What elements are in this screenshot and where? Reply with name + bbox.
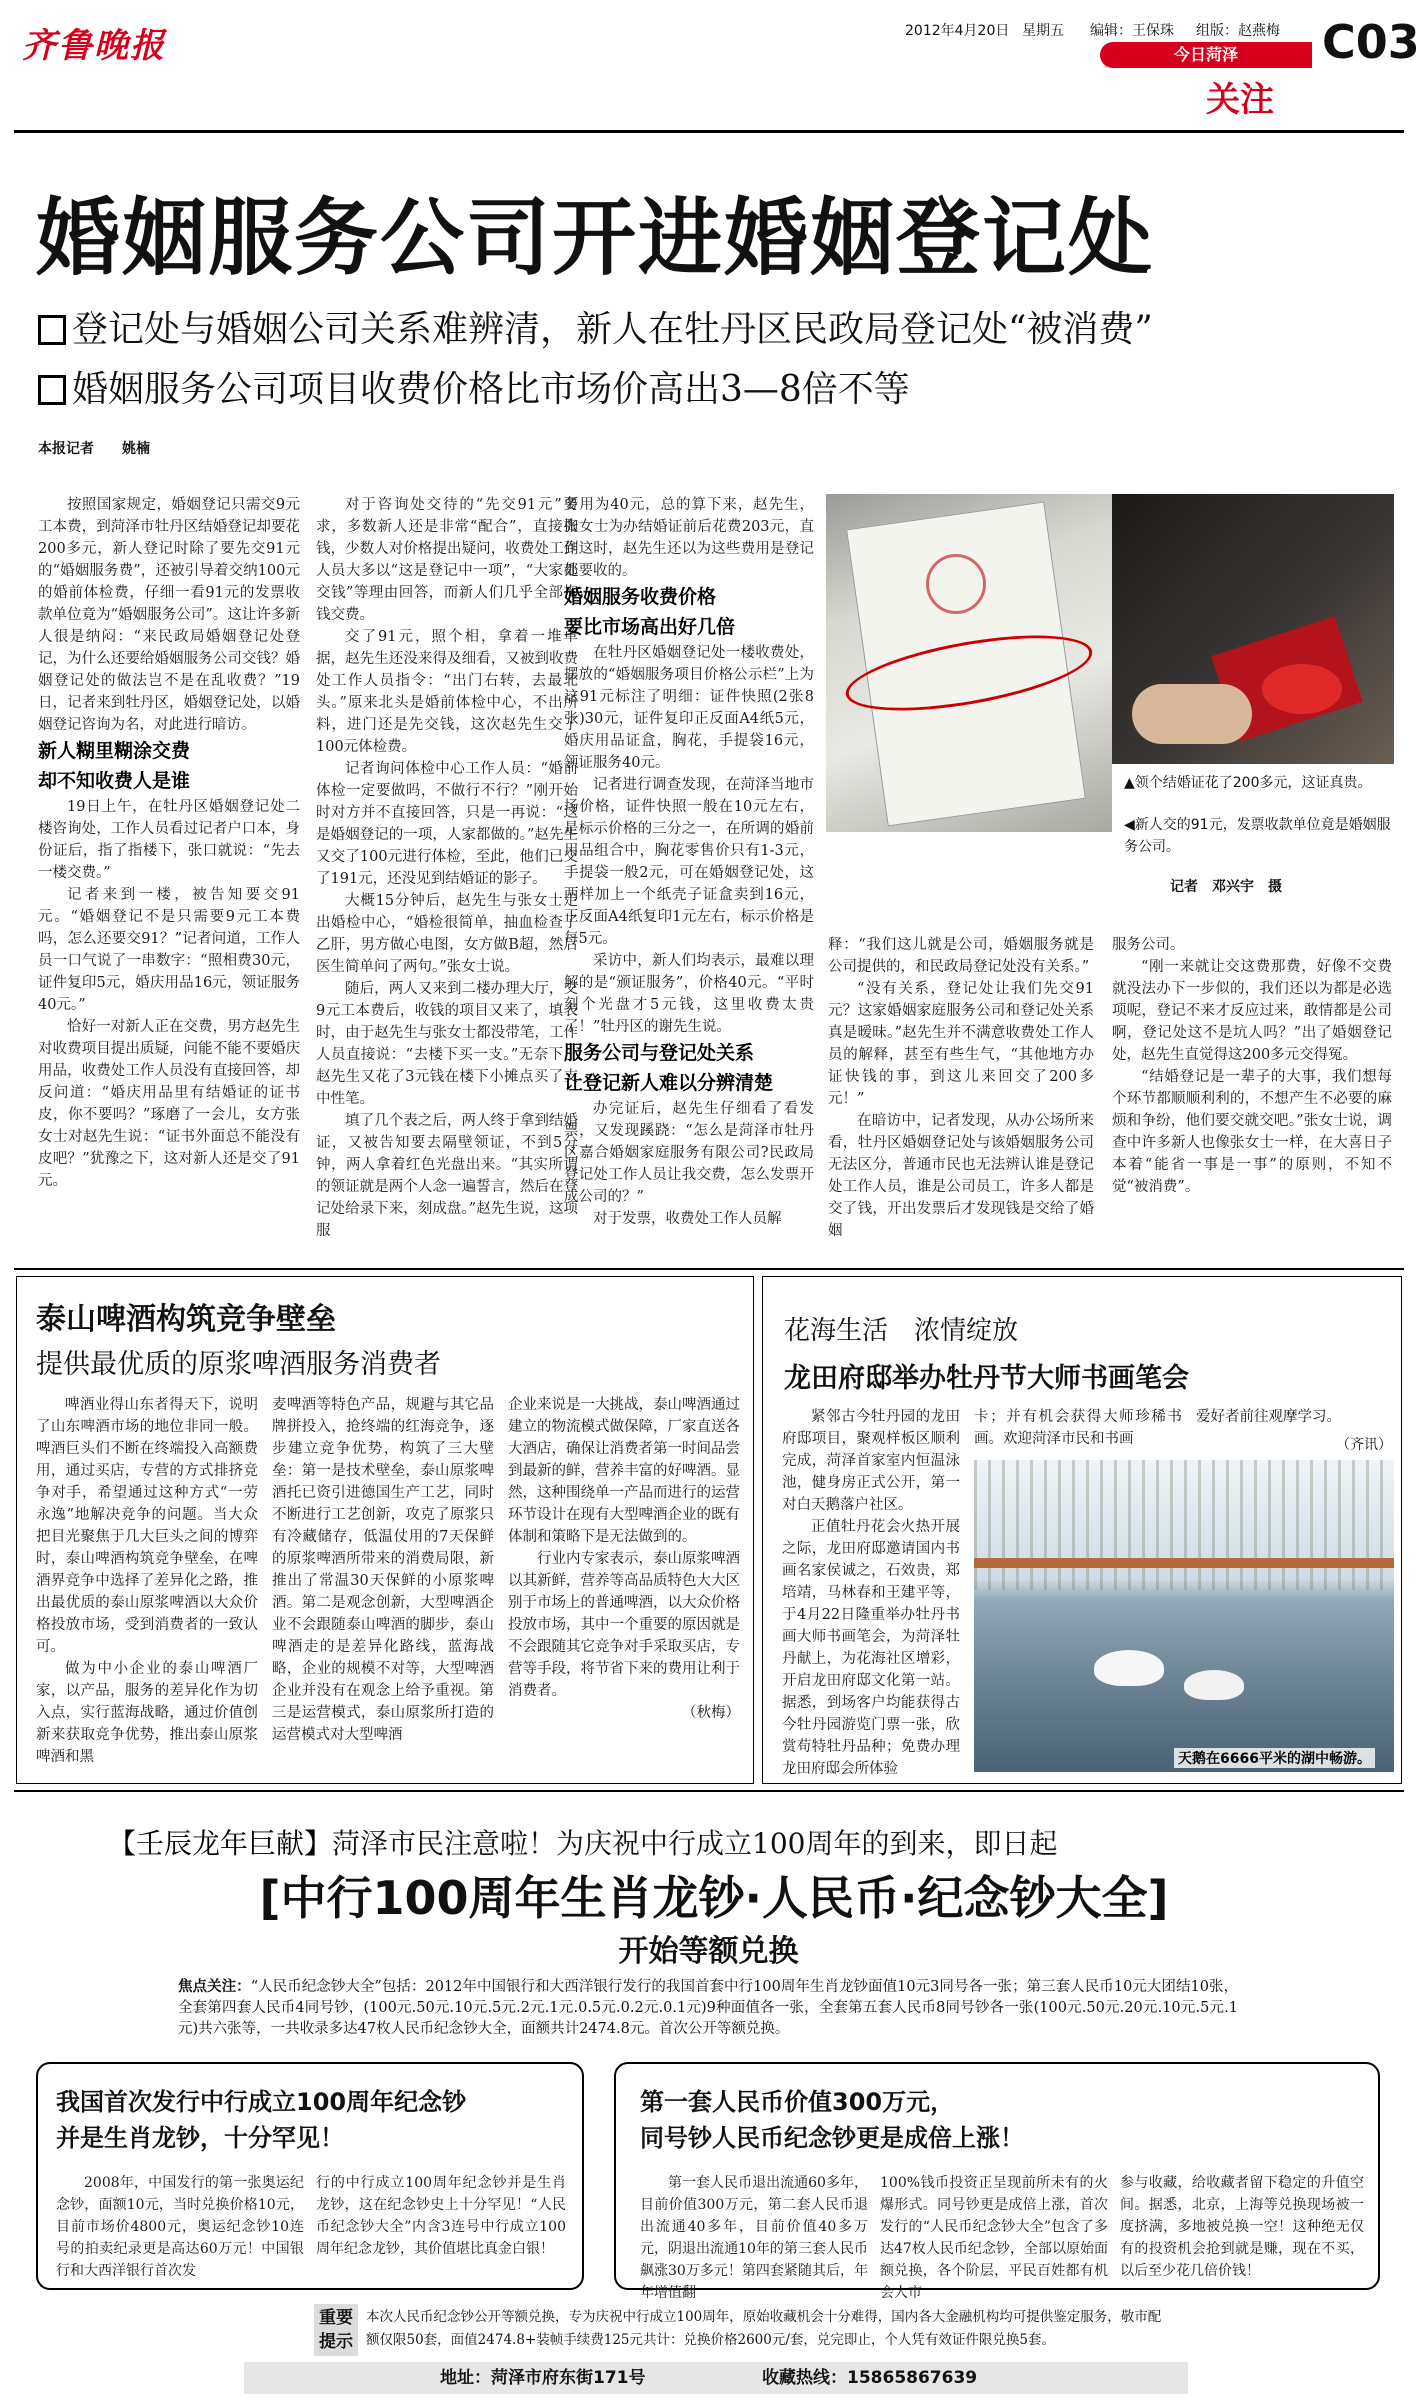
paragraph: 恰好一对新人正在交费，男方赵先生对收费项目提出质疑，问能不能不要婚庆用品，收费处工作人员没有直接回答，却反问道：“婚庆用品里有结婚证的证书皮，你不要吗？”琢磨了一会儿，女方张女士对赵先生说：“证书外面总不能没有皮吧？”犹豫之下，这对新人还是交了91元。 xyxy=(38,1019,300,1189)
certificate-hand xyxy=(1132,684,1252,744)
subheading: 要比市场高出好几倍 xyxy=(564,616,736,638)
peony-kicker: 花海生活 浓情绽放 xyxy=(784,1316,1019,1346)
paragraph: 按照国家规定，婚姻登记只需交9元工本费，到菏泽市牡丹区结婚登记却要花200多元，新人登记时除了要先交91元的“婚姻服务费”，还被引导着交纳100元的婚前体检费，仔细一看91元的发票收款单位竟为“婚姻服务公司”。这让许多新人很是纳闷：“来民政局婚姻登记处登记，为什么还要给婚姻服务公司交钱？婚姻登记处的做法岂不是在乱收费？”19日，记者来到牡丹区，婚姻登记处，以婚姻登记咨询为名，对此进行暗访。 xyxy=(38,497,300,733)
paragraph: 爱好者前往观摩学习。 xyxy=(1196,1409,1341,1425)
ad-hotline: 收藏热线：15865867639 xyxy=(762,2368,978,2388)
ad-box1-title-1: 我国首次发行中行成立100周年纪念钞 xyxy=(56,2088,467,2116)
ad-lead-line: 【壬辰龙年巨献】菏泽市民注意啦！为庆祝中行成立100周年的到来，即日起 xyxy=(108,1827,1058,1860)
paragraph: 卡；并有机会获得大师珍稀书画。欢迎菏泽市民和书画 xyxy=(974,1409,1182,1447)
ad-focus: 焦点关注：“人民币纪念钞大全”包括：2012年中国银行和大西洋银行发行的我国首套中行100周年生肖龙钞面值10元3同号各一张；第三套人民币10元大团结10张，全套第四套人民币4同号钞，(100元.50元.10元.5元.2元.1元.0.5元.0.2元.0.1元)9种面值各一张，全套第五套人民币8同号钞各一张(100元.50元.20元.10元.5元.1元)共六张等，一共收录多达47枚人民币纪念钞大全，面额共计2474.8元。首次公开等额兑换。 xyxy=(178,1978,1238,2037)
lead-column-2 xyxy=(316,494,578,1254)
notice-text: 本次人民币纪念钞公开等额兑换，专为庆祝中行成立100周年，原始收藏机会十分难得，国内各大金融机构均可提供鉴定服务，敬市配额仅限50套，面值2474.8+装帧手续费125元共计：兑换价格2600元/套，兑完即止，个人凭有效证件限兑换5套。 xyxy=(366,2309,1162,2348)
subheading: 婚姻服务收费价格 xyxy=(564,586,717,608)
beer-credit: （秋梅） xyxy=(682,1705,740,1721)
ad-box2-col-3: 参与收藏，给收藏者留下稳定的升值空间。据悉，北京，上海等兑换现场被一度挤满，多地被兑换一空！这种绝无仅有的投资机会抢到就是赚，现在不买，以后至少花几倍价钱！ xyxy=(1120,2175,1364,2279)
paragraph: 啤酒业得山东者得天下，说明了山东啤酒市场的地位非同一般。啤酒巨头们不断在终端投入高额费用，通过买店，专营的方式排挤竞争对手，希望通过这种方式“一劳永逸”地解决竞争的问题。当大众把目光聚焦于几大巨头之间的博弈时，泰山啤酒构筑竞争壁垒，在啤酒界竞争中选择了差异化之路，推出最优质的泰山原浆啤酒以大众价格投放市场，受到消费者的一致认可。 xyxy=(36,1397,258,1655)
paragraph: 释：“我们这儿就是公司，婚姻服务就是公司提供的，和民政局登记处没有关系。” xyxy=(828,937,1094,975)
ad-box2-col-1: 第一套人民币退出流通60多年，目前价值300万元，第二套人民币退出流通40多年，目前价值40多万元，阴退出流通10年的第三套人民币飙涨30万多元！第四套紧随其后，年年增值翻 xyxy=(640,2175,868,2301)
layout-credit: 组版：赵燕梅 xyxy=(1196,23,1280,39)
paragraph: 大概15分钟后，赵先生与张女士走出婚检中心，“婚检很简单，抽血检查了乙肝，男方做心电图，女方做B超，然后医生简单问了两句。”张女士说。 xyxy=(316,893,578,975)
lead-column-3 xyxy=(564,494,814,1254)
subheading: 却不知收费人是谁 xyxy=(38,770,191,792)
mid-rule xyxy=(14,1790,1404,1792)
invoice-photo xyxy=(826,494,1112,832)
paragraph: 服务公司。 xyxy=(1112,937,1185,953)
swan-bird-1 xyxy=(1094,1650,1164,1686)
lead-bottom-rule xyxy=(14,1268,1404,1270)
paragraph: 紧邻古今牡丹园的龙田府邸项目，聚观样板区顺利完成，菏泽首家室内恒温泳池，健身房正式公开，第一对白天鹅落户社区。 xyxy=(782,1409,960,1513)
ad-box1-right: 行的中行成立100周年纪念钞并是生肖龙钞，这在纪念钞史上十分罕见！“人民币纪念钞大全”内含3连号中行成立100周年纪念龙钞，其价值堪比真金白银！ xyxy=(316,2175,566,2257)
photo-caption-2: ◀新人交的91元，发票收款单位竟是婚姻服务公司。 xyxy=(1124,817,1391,855)
ad-box1-title-2: 并是生肖龙钞，十分罕见！ xyxy=(56,2124,344,2152)
paragraph: 记者来到一楼，被告知要交91元。“婚姻登记不是只需要9元工本费吗，怎么还要交91？”记者问道，工作人员一口气说了一串数字：“照相费30元，证件复印5元，婚庆用品16元，领证服务40元。” xyxy=(38,887,300,1013)
beer-headline: 泰山啤酒构筑竞争壁垒 xyxy=(36,1302,336,1337)
swan-fence xyxy=(974,1558,1394,1568)
editor-credit: 编辑：王保珠 xyxy=(1090,23,1174,39)
section-name: 今日菏泽 xyxy=(1173,45,1238,64)
lead-column-4 xyxy=(828,934,1094,1256)
beer-column-2 xyxy=(272,1394,494,1774)
lead-headline: 婚姻服务公司开进婚姻登记处 xyxy=(36,189,1155,287)
swan-photo xyxy=(974,1460,1394,1772)
paragraph: 在暗访中，记者发现，从办公场所来看，牡丹区婚姻登记处与该婚姻服务公司无法区分，普通市民也无法辨认谁是登记处工作人员，谁是公司员工，许多人都是交了钱，开出发票后才发现钱是交给了婚姻 xyxy=(828,1113,1094,1239)
paragraph: 务用为40元，总的算下来，赵先生，张女士为办结婚证前后花费203元，直到这时，赵先生还以为这些费用是登记处要收的。 xyxy=(564,497,814,579)
subheading: 让登记新人难以分辨清楚 xyxy=(564,1072,774,1094)
checkbox-icon xyxy=(38,375,66,405)
beer-column-3 xyxy=(508,1394,740,1774)
paragraph: 在牡丹区婚姻登记处一楼收费处，摆放的“婚姻服务项目价格公示栏”上为这91元标注了明细：证件快照(2张8张)30元，证件复印正反面A4纸5元，婚庆用品证盒，胸花，手提袋16元，领证服务40元。 xyxy=(564,645,814,771)
paragraph: 交了91元，照个相，拿着一堆单据，赵先生还没来得及细看，又被到收费处工作人员指令：“出门右转，去最北头。”原来北头是婚前体检中心，不出所料，进门还是先交钱，这次赵先生交了100元体检费。 xyxy=(316,629,578,755)
photo-credit: 记者 邓兴宇 摄 xyxy=(1170,879,1282,895)
paragraph: 企业来说是一大挑战，泰山啤酒通过建立的物流模式做保障，厂家直送各大酒店，确保让消费者第一时间品尝到最新的鲜，营养丰富的好啤酒。显然，这种围绕单一产品而进行的运营环节设计在现有大型啤酒企业的既有体制和策略下是无法做到的。 xyxy=(508,1397,740,1545)
paragraph: 办完证后，赵先生仔细看了看发票，又发现蹊跷：“怎么是菏泽市牡丹区嘉合婚姻家庭服务有限公司?民政局登记处工作人员让我交费，怎么发票开成公司的？” xyxy=(564,1101,814,1205)
paragraph: 记者询问体检中心工作人员：“婚前体检一定要做吗，不做行不行？”刚开始时对方并不直接回答，只是一再说：“这是婚姻登记的一项，人家都做的。”赵先生又交了100元进行体检，至此，他们已交了191元，还没见到结婚证的影子。 xyxy=(316,761,578,887)
issue-date: 2012年4月20日 xyxy=(905,23,1010,39)
masthead-rule xyxy=(14,130,1404,133)
subheading: 服务公司与登记处关系 xyxy=(564,1042,755,1064)
paragraph: 对于咨询处交待的“先交91元”要求，多数新人还是非常“配合”，直接掏钱，少数人对价格提出疑问，收费处工作人员大多以“这是登记中一项”，“大家都交钱”等理由回答，而新人们几乎全部掏钱交费。 xyxy=(316,497,578,623)
paragraph: 填了几个表之后，两人终于拿到结婚证，又被告知要去隔壁领证，不到5分钟，两人拿着红色光盘出来。“其实所谓的领证就是两个人念一遍誓言，然后在登记处给录下来，刻成盘。”赵先生说，这项服 xyxy=(316,1113,578,1239)
ad-footer-bar xyxy=(244,2362,1188,2394)
paper-logo: 齐鲁晚报 xyxy=(22,26,166,66)
peony-headline: 龙田府邸举办牡丹节大师书画笔会 xyxy=(784,1363,1189,1394)
ad-headline: [中行100周年生肖龙钞·人民币·纪念钞大全] xyxy=(259,1871,1169,1925)
lead-column-1 xyxy=(38,494,300,1254)
peony-column-1 xyxy=(782,1406,960,1778)
swan-bird-2 xyxy=(1184,1670,1244,1700)
paragraph: 行业内专家表示，泰山原浆啤酒以其新鲜，营养等高品质特色大大区别于市场上的普通啤酒，以大众价格投放市场，其中一个重要的原因就是不会跟随其它竞争对手采取买店，专营等手段，将节省下来的费用让利于消费者。 xyxy=(508,1551,740,1699)
paragraph: 随后，两人又来到二楼办理大厅，交9元工本费后，收钱的项目又来了，填表时，由于赵先生与张女士都没带笔，工作人员直接说：“去楼下买一支。”无奈下，赵先生又花了3元钱在楼下小摊点买了支中性笔。 xyxy=(316,981,578,1107)
ad-box1-left: 2008年，中国发行的第一张奥运纪念钞，面额10元，当时兑换价格10元，目前市场价4800元，奥运纪念钞10连号的拍卖纪录更是高达60万元！中国银行和大西洋银行首次发 xyxy=(56,2175,304,2279)
notice-label: 重要提示 xyxy=(314,2304,358,2356)
paragraph: “刚一来就让交这费那费，好像不交费就没法办下一步似的，我们还以为都是必选项呢，登记不来才反应过来，敢情都是公司啊，登记处这不是坑人吗？”出了婚姻登记处，赵先生直觉得这200多元交得冤。 xyxy=(1112,959,1392,1063)
paragraph: 麦啤酒等特色产品，规避与其它品牌拼投入，抢终端的红海竞争，逐步建立竞争优势，构筑了三大壁垒：第一是技术壁垒，泰山原浆啤酒托已资引进德国生产工艺，同时不断进行工艺创新，攻克了原浆只有冷藏储存，低温仗用的7天保鲜的原浆啤酒所带来的消费局限，新推出了常温30天保鲜的小原浆啤酒。第二是观念创新，大型啤酒企业不会跟随泰山啤酒的脚步，泰山啤酒走的是差异化路线，蓝海战略，企业的规模不对等，大型啤酒企业并没有在观念上给予重视。第三是运营模式，泰山原浆所打造的运营模式对大型啤酒 xyxy=(272,1397,494,1743)
swan-caption: 天鹅在6666平米的湖中畅游。 xyxy=(1174,1748,1375,1768)
ad-box2-col-2: 100%钱币投资正呈现前所未有的火爆形式。同号钞更是成倍上涨，首次发行的“人民币纪念钞大全”包含了多达47枚人民币纪念钞，全部以原始面额兑换，各个阶层，平民百姓都有机会人市 xyxy=(880,2175,1108,2301)
peony-column-2 xyxy=(974,1406,1182,1466)
paragraph: “结婚登记是一辈子的大事，我们想每个环节都顺顺利利的，不想产生不必要的麻烦和争纷，他们要交就交吧。”张女士说，调查中许多新人也像张女士一样，在大喜日子本着“能省一事是一事”的原则，不知不觉“被消费”。 xyxy=(1112,1069,1392,1195)
ad-address: 地址：菏泽市府东街171号 xyxy=(440,2368,646,2388)
page-number: C03 xyxy=(1322,15,1420,69)
checkbox-icon xyxy=(38,315,66,345)
certificate-flowers xyxy=(1262,664,1342,714)
lead-subhead-2: 婚姻服务公司项目收费价格比市场价高出3—8倍不等 xyxy=(38,365,910,415)
ad-box2-title-2: 同号钞人民币纪念钞更是成倍上涨！ xyxy=(640,2124,1024,2152)
beer-subhead: 提供最优质的原浆啤酒服务消费者 xyxy=(36,1349,441,1380)
paragraph: “没有关系，登记处让我们先交91元？这家婚姻家庭服务公司和登记处关系真是暧昧。”赵先生并不满意收费处工作人员的解释，甚至有些生气，“其他地方办证快钱的事，到这儿来回交了200多元！” xyxy=(828,981,1094,1107)
peony-credit: （齐讯） xyxy=(1336,1437,1392,1453)
lead-column-5 xyxy=(1112,934,1392,1256)
paragraph: 19日上午，在牡丹区婚姻登记处二楼咨询处，工作人员看过记者户口本，身份证后，指了指楼下，张口就说：“先去一楼交费。” xyxy=(38,799,300,881)
invoice-stamp xyxy=(926,554,986,614)
lead-subhead-1: 登记处与婚姻公司关系难辨清，新人在牡丹区民政局登记处“被消费” xyxy=(38,305,1153,355)
paragraph: 记者进行调查发现，在菏泽当地市场价格，证件快照一般在10元左右，是标示价格的三分之一，在所调的婚前用品组合中，胸花零售价只有1-3元，手提袋一般2元，可在婚姻登记处，这两样加上一个纸壳子证盒卖到16元，正反面A4纸复印1元左右，标示价格是每5元。 xyxy=(564,777,814,947)
paragraph: 采访中，新人们均表示，最难以理解的是“颁证服务”，价格40元。“平时刻个光盘才5元钱，这里收费太贵了！”牡丹区的谢先生说。 xyxy=(564,953,814,1035)
issue-weekday: 星期五 xyxy=(1022,23,1064,39)
beer-column-1 xyxy=(36,1394,258,1774)
lead-byline: 本报记者 姚楠 xyxy=(38,441,150,457)
ad-box2-title-1: 第一套人民币价值300万元， xyxy=(640,2088,955,2116)
swan-trees xyxy=(974,1460,1394,1590)
paragraph: 正值牡丹花会火热开展之际，龙田府邸邀请国内书画名家侯诚之，石效贵，郑培靖，马林春和王建平等，于4月22日隆重举办牡丹书画大师书画笔会，为菏泽牡丹献上，为花海社区增彩，开启龙田府邸文化第一站。据悉，到场客户均能获得古今牡丹园游览门票一张，欣赏苟特牡丹品种；免费办理龙田府邸会所体验 xyxy=(782,1519,960,1777)
paragraph: 做为中小企业的泰山啤酒厂家，以产品，服务的差异化作为切入点，实行蓝海战略，通过价值创新来获取竞争优势，推出泰山原浆啤酒和黑 xyxy=(36,1661,258,1765)
photo-caption-1: ▲领个结婚证花了200多元，这证真贵。 xyxy=(1124,775,1372,791)
paragraph: 对于发票，收费处工作人员解 xyxy=(593,1211,782,1227)
certificate-photo xyxy=(1112,494,1394,764)
ad-subhead: 开始等额兑换 xyxy=(618,1934,799,1969)
section-badge xyxy=(1100,42,1312,68)
subheading: 新人糊里糊涂交费 xyxy=(38,740,191,762)
section-sub: 关注 xyxy=(1206,80,1274,120)
